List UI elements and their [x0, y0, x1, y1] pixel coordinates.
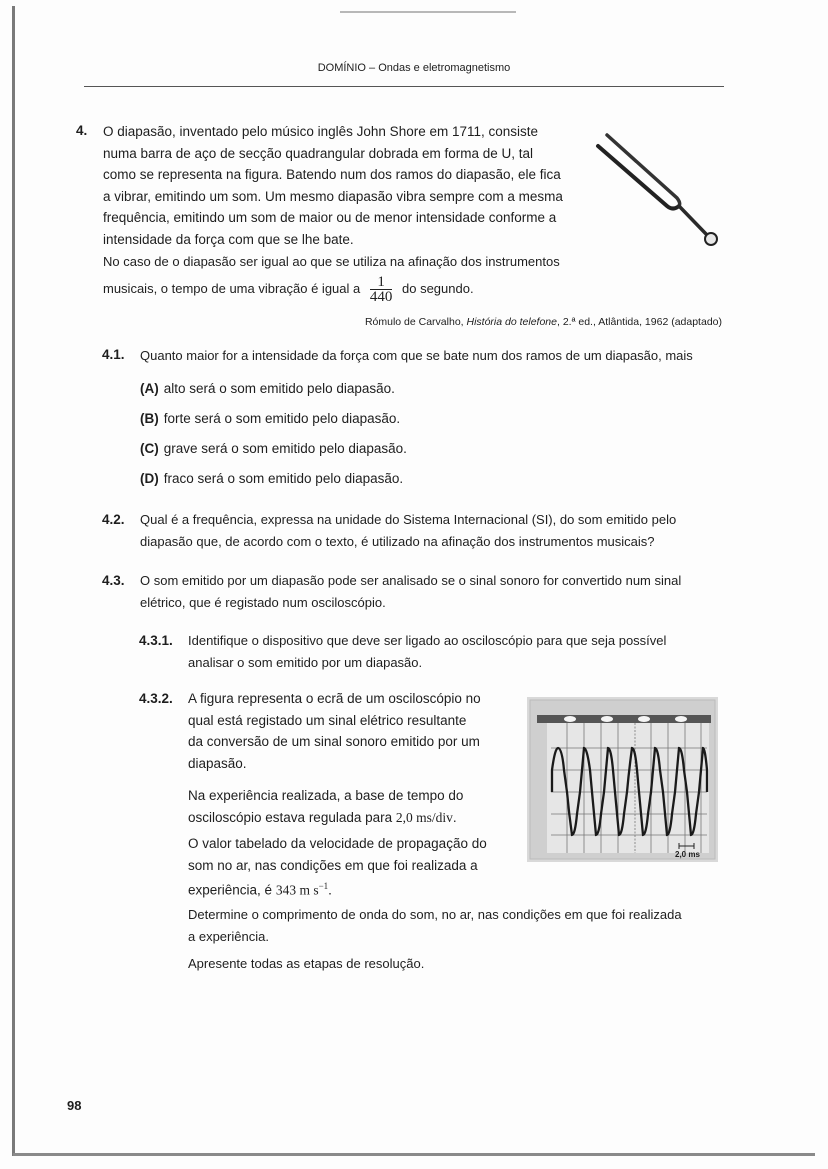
scan-left-edge: [12, 6, 15, 1156]
text-line: experiência, é 343 m $s^{-1}$.: [188, 881, 332, 898]
text-line: intensidade da força com que se lhe bate.: [103, 231, 354, 247]
text-line: No caso de o diapasão ser igual ao que se utiliza na afinação dos instrumentos: [103, 254, 560, 269]
question-text: [188, 630, 718, 673]
task-text: [188, 904, 682, 947]
text-line: a experiência.: [188, 928, 269, 944]
oscilloscope-figure: [527, 697, 718, 862]
question-stem: Quanto maior for a intensidade da força com que se bate num dos ramos de um diapasão, mais: [140, 348, 693, 363]
text-line: Identifique o dispositivo que deve ser ligado ao osciloscópio para que seja possível: [188, 633, 667, 648]
text-line: O valor tabelado da velocidade de propagação do: [188, 836, 487, 851]
question-number: 4.: [76, 123, 88, 138]
question-text: [140, 570, 681, 613]
question-number: 4.3.1.: [139, 633, 173, 648]
text-line: numa barra de aço de secção quadrangular dobrada em forma de U, tal: [103, 145, 534, 161]
header-divider: [84, 86, 724, 87]
scan-bottom-edge: [13, 1153, 815, 1156]
text-line: Na experiência realizada, a base de tempo do: [188, 788, 464, 803]
question-text: [188, 785, 510, 828]
text-line: diapasão.: [188, 755, 247, 771]
option-b[interactable]: (B) forte será o som emitido pelo diapasão.: [140, 411, 401, 426]
text-line: como se representa na figura. Batendo num dos ramos do diapasão, ele fica: [103, 167, 561, 182]
page-number: 98: [67, 1098, 82, 1113]
tuning-fork-icon: [585, 118, 725, 253]
question-number: 4.3.2.: [139, 691, 173, 706]
page-header: DOMÍNIO – Ondas e eletromagnetismo: [317, 62, 511, 74]
text-line: analisar o som emitido por um diapasão.: [188, 654, 423, 670]
text-line: osciloscópio estava regulada para 2,0 ms/div.: [188, 809, 457, 825]
option-a[interactable]: (A) alto será o som emitido pelo diapasão.: [140, 381, 395, 396]
question-intro: [103, 121, 576, 250]
text-line: diapasão que, de acordo com o texto, é utilizado na afinação dos instrumentos musicais?: [140, 533, 655, 549]
text-line: frequência, emitindo um som de maior ou de menor intensidade conforme a: [103, 210, 557, 225]
text-line: A figura representa o ecrã de um osciloscópio no: [188, 691, 481, 706]
citation: Rómulo de Carvalho, História do telefone, 2.ª ed., Atlântida, 1962 (adaptado): [364, 316, 722, 328]
question-text: [188, 833, 510, 901]
text-line: musicais, o tempo de uma vibração é igual a $\frac{1}{440}$ do segundo.: [103, 273, 474, 305]
timebase-scale-label: 2,0 ms: [675, 850, 700, 859]
text-line: som no ar, nas condições em que foi realizada a: [188, 857, 478, 873]
question-number: 4.3.: [102, 573, 125, 588]
text-line: elétrico, que é registado num osciloscópio.: [140, 594, 386, 610]
scan-top-edge: [340, 11, 516, 13]
instruction-text: Apresente todas as etapas de resolução.: [188, 956, 425, 971]
option-c[interactable]: (C) grave será o som emitido pelo diapasão.: [140, 441, 407, 456]
text-line: Qual é a frequência, expressa na unidade do Sistema Internacional (SI), do som emitido pelo: [140, 512, 677, 527]
question-text: [188, 688, 510, 774]
question-text: [140, 509, 676, 552]
text-line: O som emitido por um diapasão pode ser analisado se o sinal sonoro for convertido num sinal: [140, 573, 682, 588]
option-d[interactable]: (D) fraco será o som emitido pelo diapasão.: [140, 471, 404, 486]
text-line: da conversão de um sinal sonoro emitido por um: [188, 734, 480, 749]
text-line: Determine o comprimento de onda do som, no ar, nas condições em que foi realizada: [188, 907, 682, 922]
fraction: $\frac{1}{440}$: [369, 273, 393, 305]
text-line: O diapasão, inventado pelo músico inglês John Shore em 1711, consiste: [103, 124, 539, 139]
question-intro-para2: [103, 251, 560, 304]
question-number: 4.2.: [102, 512, 125, 527]
question-number: 4.1.: [102, 347, 125, 362]
text-line: qual está registado um sinal elétrico resultante: [188, 712, 467, 728]
text-line: a vibrar, emitindo um som. Um mesmo diapasão vibra sempre com a mesma: [103, 188, 563, 204]
